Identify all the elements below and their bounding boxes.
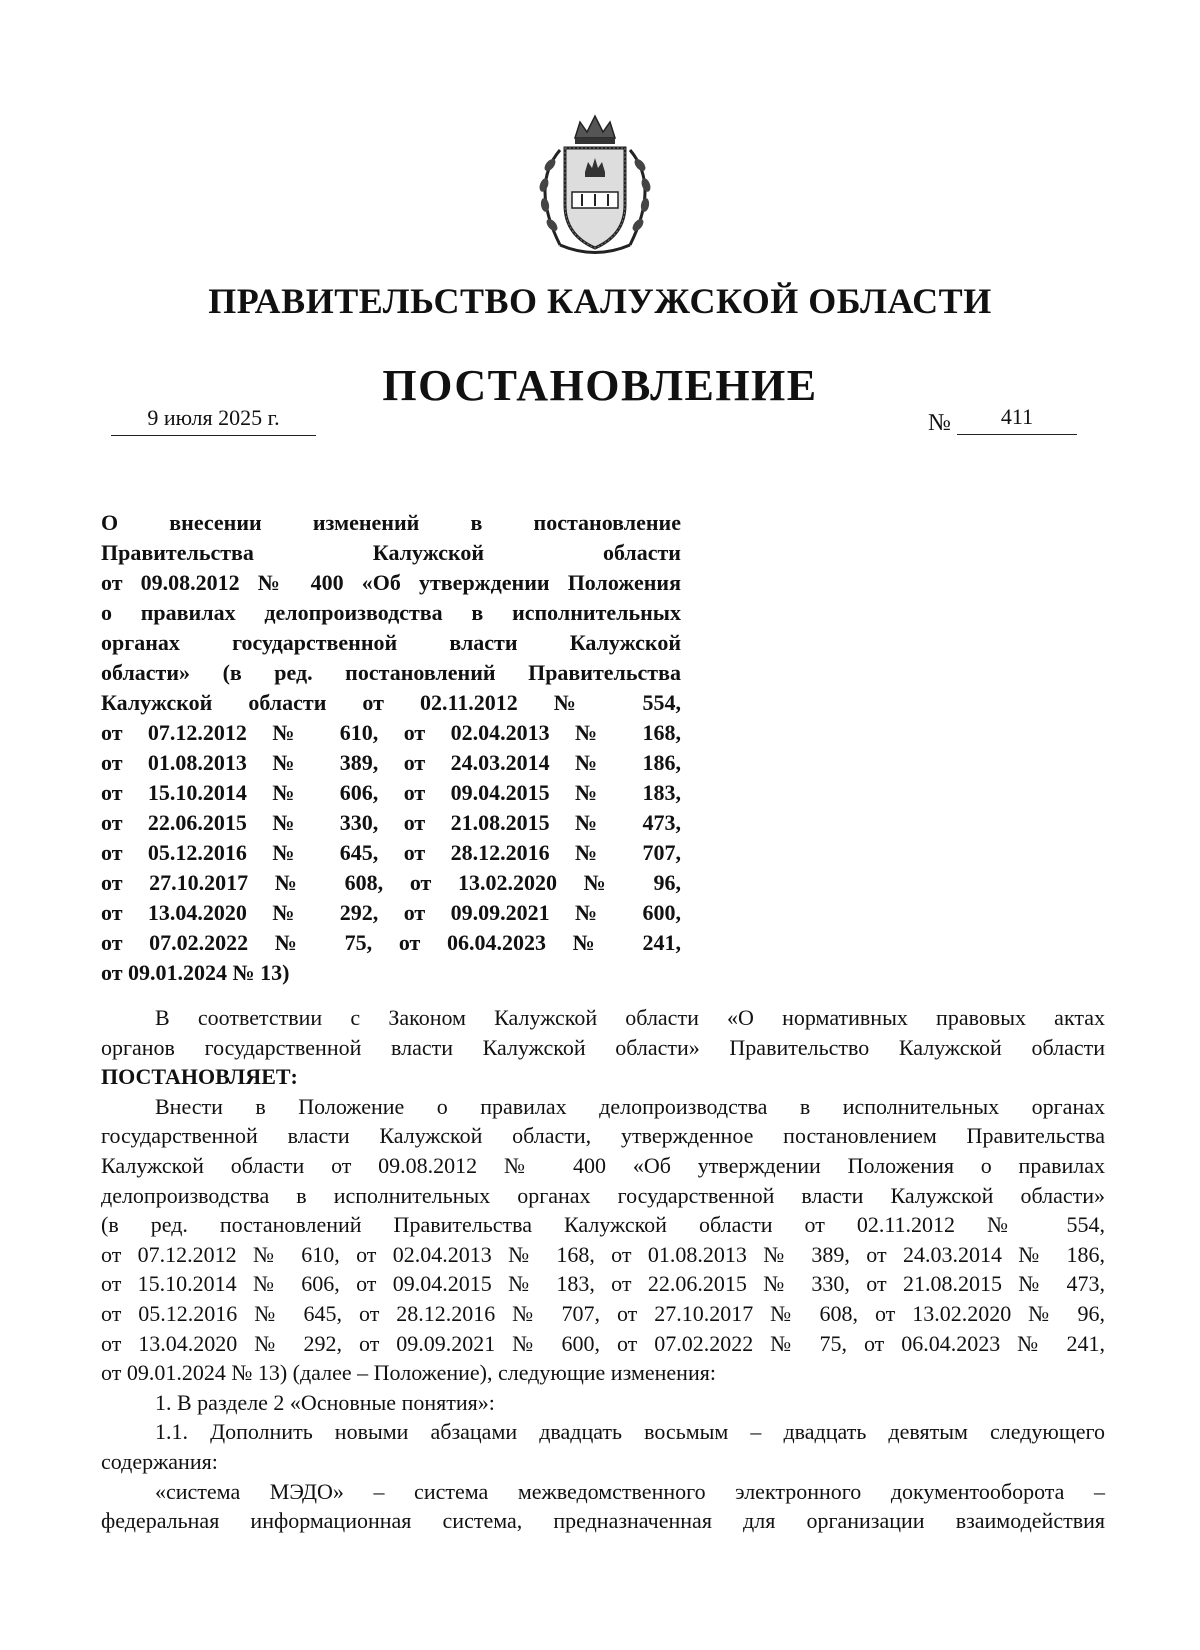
title-line: области» (в ред. постановлений Правительства — [101, 660, 681, 685]
title-line: от 07.12.2012 № 610, от 02.04.2013 № 168, — [101, 720, 681, 745]
title-line: от 09.01.2024 № 13) — [101, 960, 290, 985]
title-line: от 05.12.2016 № 645, от 28.12.2016 № 707, — [101, 840, 681, 865]
title-line: О внесении изменений в постановление — [101, 510, 681, 535]
document-body — [101, 1003, 1105, 1536]
body-line: от 07.12.2012 № 610, от 02.04.2013 № 168, от 01.08.2013 № 389, от 24.03.2014 № 186, — [101, 1241, 1105, 1267]
title-line: о правилах делопроизводства в исполнительных — [101, 600, 681, 625]
number-label: № — [928, 410, 951, 436]
document-title — [101, 508, 681, 988]
title-line: Калужской области от 02.11.2012 № 554, — [101, 690, 681, 715]
body-line: 1. В разделе 2 «Основные понятия»: — [155, 1389, 495, 1415]
body-line: «система МЭДО» – система межведомственного электронного документооборота – — [155, 1478, 1105, 1504]
body-line: содержания: — [101, 1448, 218, 1474]
title-line: от 09.08.2012 № 400 «Об утверждении Положения — [101, 570, 681, 595]
body-line: государственной власти Калужской области, утвержденное постановлением Правительства — [101, 1123, 1105, 1149]
title-line: от 22.06.2015 № 330, от 21.08.2015 № 473, — [101, 810, 681, 835]
title-line: Правительства Калужской области — [101, 540, 681, 565]
body-line: делопроизводства в исполнительных органах государственной власти Калужской области» — [101, 1182, 1105, 1208]
title-line: от 27.10.2017 № 608, от 13.02.2020 № 96, — [101, 870, 681, 895]
body-line: В соответствии с Законом Калужской области «О нормативных правовых актах — [155, 1005, 1105, 1030]
body-line: органов государственной власти Калужской области» Правительство Калужской области — [101, 1034, 1105, 1060]
body-line: (в ред. постановлений Правительства Калужской области от 02.11.2012 № 554, — [101, 1212, 1105, 1238]
body-line: Калужской области от 09.08.2012 № 400 «Об утверждении Положения о правилах — [101, 1152, 1105, 1178]
body-line: Внести в Положение о правилах делопроизводства в исполнительных органах — [155, 1093, 1105, 1119]
resolution-word: ПОСТАНОВЛЯЕТ: — [101, 1064, 298, 1090]
title-line: от 13.04.2020 № 292, от 09.09.2021 № 600, — [101, 900, 681, 925]
body-line: от 13.04.2020 № 292, от 09.09.2021 № 600, от 07.02.2022 № 75, от 06.04.2023 № 241, — [101, 1330, 1105, 1356]
document-date: 9 июля 2025 г. — [111, 405, 316, 436]
body-line: федеральная информационная система, предназначенная для организации взаимодействия — [101, 1508, 1105, 1534]
body-line: от 09.01.2024 № 13) (далее – Положение), следующие изменения: — [101, 1360, 716, 1386]
title-line: от 15.10.2014 № 606, от 09.04.2015 № 183, — [101, 780, 681, 805]
document-type: ПОСТАНОВЛЕНИЕ — [382, 361, 818, 410]
title-line: органах государственной власти Калужской — [101, 630, 681, 655]
government-name: ПРАВИТЕЛЬСТВО КАЛУЖСКОЙ ОБЛАСТИ — [208, 281, 992, 321]
body-line: от 05.12.2016 № 645, от 28.12.2016 № 707, от 27.10.2017 № 608, от 13.02.2020 № 96, — [101, 1300, 1105, 1326]
title-line: от 07.02.2022 № 75, от 06.04.2023 № 241, — [101, 930, 681, 955]
document-number: 411 — [957, 404, 1077, 435]
body-line: 1.1. Дополнить новыми абзацами двадцать восьмым – двадцать девятым следующего — [155, 1419, 1105, 1445]
body-line: от 15.10.2014 № 606, от 09.04.2015 № 183, от 22.06.2015 № 330, от 21.08.2015 № 473, — [101, 1271, 1105, 1297]
coat-of-arms-icon — [520, 110, 670, 260]
title-line: от 01.08.2013 № 389, от 24.03.2014 № 186, — [101, 750, 681, 775]
